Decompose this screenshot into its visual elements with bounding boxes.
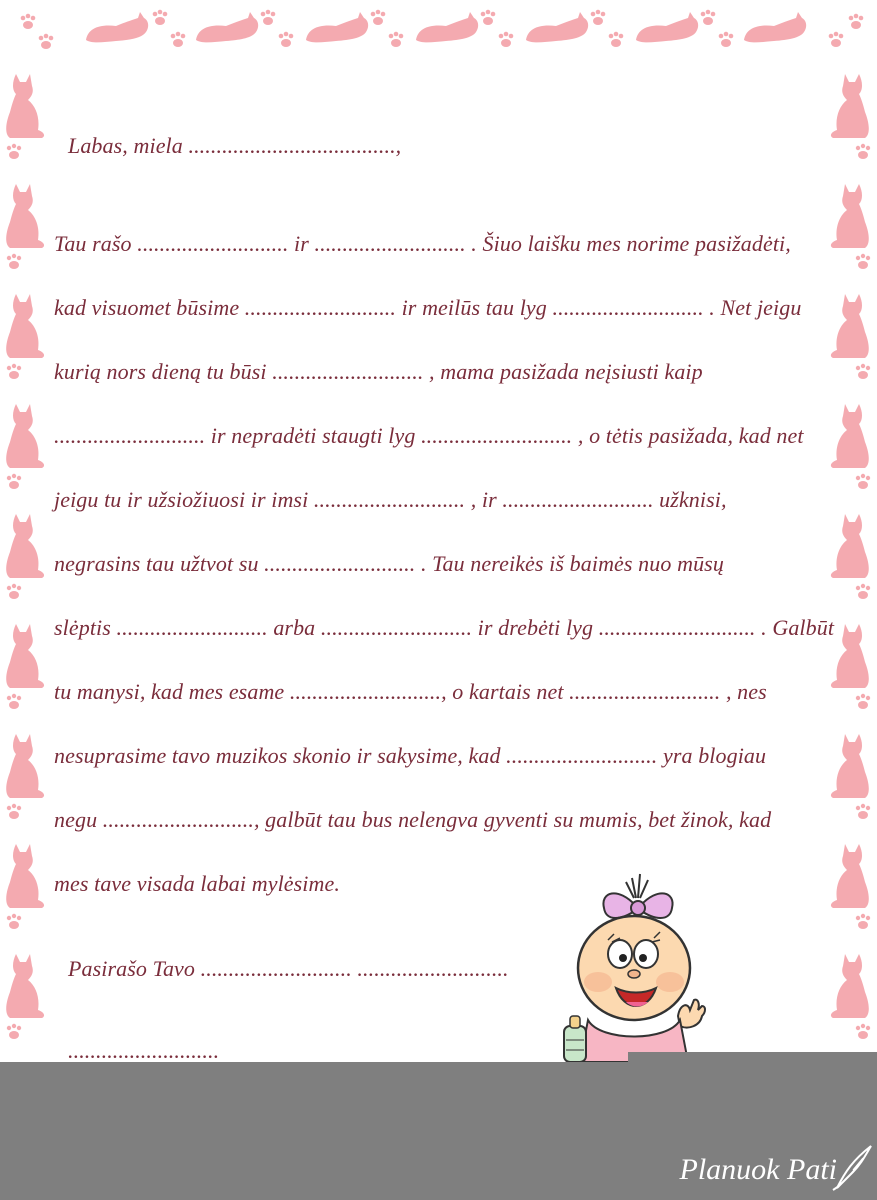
feather-quill-icon	[831, 1142, 875, 1192]
letter-line-8: tu manysi, kad mes esame ..........................., o kartais net ........................... , nes	[54, 679, 767, 704]
cat-border-left-icon	[0, 60, 50, 1062]
baby-girl-with-bow-icon	[548, 870, 723, 1062]
cat-border-right-icon	[827, 60, 877, 1062]
letter-signature: Pasirašo Tavo ........................... ...........................	[68, 956, 509, 981]
letter-line-9: nesuprasime tavo muzikos skonio ir sakysime, kad ........................... yra blogiau	[54, 743, 767, 768]
letter-blank-last: ...........................	[68, 1038, 220, 1062]
letter-line-2: kad visuomet būsime ........................... ir meilūs tau lyg ........................... . Net jeigu	[54, 295, 802, 320]
letter-line-11: mes tave visada labai mylėsime.	[54, 871, 340, 896]
letter-line-5: jeigu tu ir užsiožiuosi ir imsi ........................... , ir ........................... užknisi,	[54, 487, 727, 512]
letter-line-6: negrasins tau užtvot su ........................... . Tau nereikės iš baimės nuo mūsų	[54, 551, 724, 576]
cat-border-top-icon	[0, 0, 877, 60]
brand-logo-text: Planuok Pati	[679, 1153, 837, 1186]
letter-line-7: slėptis ........................... arba ........................... ir drebėti lyg ............................ . Galbūt	[54, 615, 835, 640]
letter-line-3: kurią nors dieną tu būsi ........................... , mama pasižada neįsiusti kaip	[54, 359, 703, 384]
letter-line-4: ........................... ir nepradėti staugti lyg ........................... , o tėtis pasižada, kad net	[54, 423, 804, 448]
letter-greeting: Labas, miela .....................................,	[68, 133, 402, 158]
letter-line-1: Tau rašo ........................... ir ........................... . Šiuo laišku mes norime pasižadėti,	[54, 231, 791, 256]
letter-line-10: negu ..........................., galbūt tau bus nelengva gyventi su mumis, bet žinok, kad	[54, 807, 772, 832]
